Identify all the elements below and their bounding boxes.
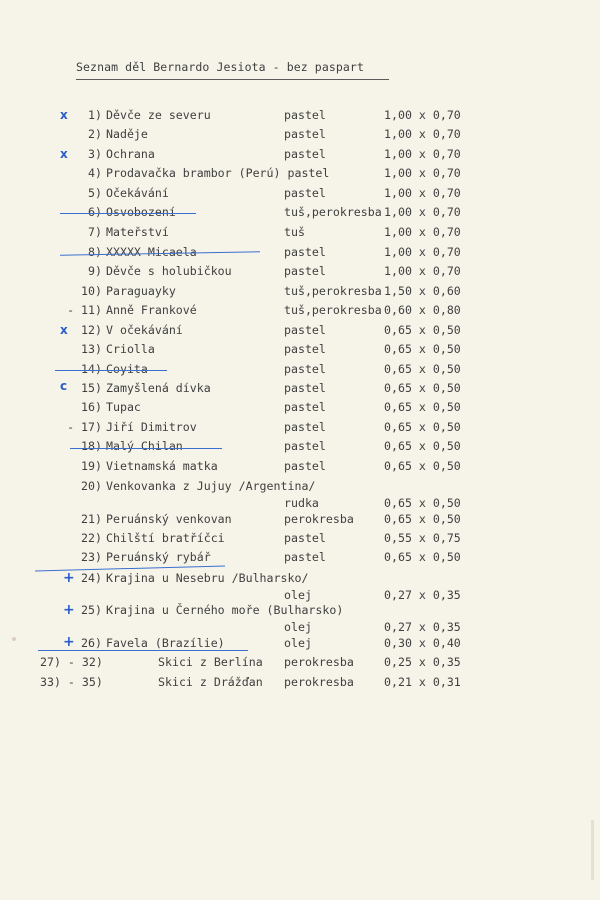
- item-technique: olej: [284, 620, 312, 634]
- list-item: [0, 381, 600, 401]
- item-dimensions: 0,65 x 0,50: [384, 400, 461, 414]
- list-item: [0, 147, 600, 167]
- item-number: 33) - 35): [40, 675, 103, 689]
- item-title: Malý Chilan: [106, 439, 183, 453]
- item-technique: pastel: [284, 342, 326, 356]
- item-dimensions: 0,55 x 0,75: [384, 531, 461, 545]
- item-title: Krajina u Černého moře (Bulharsko): [106, 603, 344, 617]
- item-technique: pastel: [284, 362, 326, 376]
- item-technique: tuš,perokresba: [284, 205, 382, 219]
- list-item: [0, 225, 600, 245]
- item-number: 10): [81, 284, 102, 298]
- strikethrough-line: [38, 650, 248, 651]
- item-dimensions: 0,65 x 0,50: [384, 420, 461, 434]
- item-technique: perokresba: [284, 675, 354, 689]
- item-title: V očekávání: [106, 323, 183, 337]
- item-technique: rudka: [284, 496, 319, 510]
- list-item: [0, 420, 600, 440]
- item-technique: pastel: [284, 186, 326, 200]
- item-title: Coyita: [106, 362, 148, 376]
- list-item: [0, 675, 600, 695]
- item-dimensions: 0,65 x 0,50: [384, 342, 461, 356]
- item-number: 16): [81, 400, 102, 414]
- item-dimensions: 0,65 x 0,50: [384, 512, 461, 526]
- item-title: Krajina u Nesebru /Bulharsko/: [106, 571, 309, 585]
- item-dimensions: 0,25 x 0,35: [384, 655, 461, 669]
- list-item: [0, 342, 600, 362]
- item-technique: olej: [284, 636, 312, 650]
- item-number: 18): [81, 439, 102, 453]
- strikethrough-line: [70, 448, 222, 449]
- item-dimensions: 0,65 x 0,50: [384, 496, 461, 510]
- item-number: 3): [88, 147, 102, 161]
- item-title: XXXXX Micaela: [106, 245, 197, 259]
- item-number: 27) - 32): [40, 655, 103, 669]
- item-technique: pastel: [284, 108, 326, 122]
- list-item: [0, 571, 600, 607]
- item-technique: pastel: [284, 400, 326, 414]
- item-technique: pastel: [284, 147, 326, 161]
- item-title: Chilští bratříčci: [106, 531, 225, 545]
- handwritten-plus-mark: +: [63, 602, 75, 618]
- item-number: - 11): [67, 303, 102, 317]
- item-title: Anně Frankové: [106, 303, 197, 317]
- item-title: Ochrana: [106, 147, 155, 161]
- list-item: [0, 531, 600, 551]
- item-technique: pastel: [284, 323, 326, 337]
- handwritten-x-mark: x: [60, 108, 68, 122]
- item-number: 26): [81, 636, 102, 650]
- item-dimensions: 0,30 x 0,40: [384, 636, 461, 650]
- handwritten-x-mark: x: [60, 147, 68, 161]
- item-title: Venkovanka z Jujuy /Argentina/: [106, 479, 316, 493]
- item-technique: pastel: [284, 245, 326, 259]
- item-title: Peruánský rybář: [106, 550, 211, 564]
- list-item: [0, 362, 600, 382]
- item-title: Criolla: [106, 342, 155, 356]
- item-number: 9): [88, 264, 102, 278]
- item-title: Očekávání: [106, 186, 169, 200]
- list-item: [0, 603, 600, 639]
- item-number: 4): [88, 166, 102, 180]
- handwritten-x-mark: x: [60, 323, 68, 337]
- item-technique: olej: [284, 588, 312, 602]
- handwritten-plus-mark: +: [63, 570, 75, 586]
- item-technique: tuš: [284, 225, 305, 239]
- item-number: 12): [81, 323, 102, 337]
- strikethrough-line: [55, 370, 167, 371]
- list-item: [0, 636, 600, 656]
- list-item: [0, 303, 600, 323]
- list-item: [0, 205, 600, 225]
- item-dimensions: 0,65 x 0,50: [384, 439, 461, 453]
- item-number: 24): [81, 571, 102, 585]
- item-number: 8): [88, 245, 102, 259]
- item-technique: pastel: [284, 550, 326, 564]
- item-number: 21): [81, 512, 102, 526]
- list-item: [0, 550, 600, 570]
- item-dimensions: 0,65 x 0,50: [384, 459, 461, 473]
- list-item: [0, 323, 600, 343]
- item-dimensions: 1,00 x 0,70: [384, 205, 461, 219]
- item-title: Prodavačka brambor (Perú) pastel: [106, 166, 330, 180]
- item-title: Vietnamská matka: [106, 459, 218, 473]
- item-title: Peruánský venkovan: [106, 512, 232, 526]
- list-item: [0, 400, 600, 420]
- item-title: Zamyšlená dívka: [106, 381, 211, 395]
- item-dimensions: 1,00 x 0,70: [384, 147, 461, 161]
- item-technique: tuš,perokresba: [284, 303, 382, 317]
- list-item: [0, 127, 600, 147]
- item-dimensions: 0,65 x 0,50: [384, 362, 461, 376]
- item-dimensions: 1,00 x 0,70: [384, 108, 461, 122]
- item-dimensions: 0,60 x 0,80: [384, 303, 461, 317]
- item-technique: pastel: [284, 381, 326, 395]
- item-number: - 17): [67, 420, 102, 434]
- item-dimensions: 1,00 x 0,70: [384, 127, 461, 141]
- item-dimensions: 0,21 x 0,31: [384, 675, 461, 689]
- item-title: Paraguayky: [106, 284, 176, 298]
- item-title: Skici z Drážďan: [158, 675, 263, 689]
- item-dimensions: 1,00 x 0,70: [384, 264, 461, 278]
- strikethrough-line: [60, 213, 196, 214]
- item-number: 5): [88, 186, 102, 200]
- item-dimensions: 1,00 x 0,70: [384, 186, 461, 200]
- item-dimensions: 0,65 x 0,50: [384, 323, 461, 337]
- paper-spot: [12, 637, 16, 641]
- item-number: 25): [81, 603, 102, 617]
- item-dimensions: 1,00 x 0,70: [384, 245, 461, 259]
- item-dimensions: 0,27 x 0,35: [384, 588, 461, 602]
- item-number: 23): [81, 550, 102, 564]
- item-dimensions: 1,00 x 0,70: [384, 166, 461, 180]
- item-number: 15): [81, 381, 102, 395]
- item-title: Skici z Berlína: [158, 655, 263, 669]
- item-title: Jiří Dimitrov: [106, 420, 197, 434]
- item-dimensions: 0,27 x 0,35: [384, 620, 461, 634]
- item-technique: perokresba: [284, 655, 354, 669]
- item-technique: pastel: [284, 459, 326, 473]
- item-title: Osvobození: [106, 205, 176, 219]
- item-dimensions: 1,00 x 0,70: [384, 225, 461, 239]
- item-dimensions: 1,50 x 0,60: [384, 284, 461, 298]
- item-title: Děvče ze severu: [106, 108, 211, 122]
- list-item: [0, 108, 600, 128]
- item-technique: pastel: [284, 264, 326, 278]
- list-item: [0, 479, 600, 515]
- list-item: [0, 284, 600, 304]
- item-dimensions: 0,65 x 0,50: [384, 550, 461, 564]
- item-technique: pastel: [284, 420, 326, 434]
- document-title: Seznam děl Bernardo Jesiota - bez paspart: [76, 60, 364, 74]
- list-item: [0, 186, 600, 206]
- list-item: [0, 459, 600, 479]
- list-item: [0, 512, 600, 532]
- item-title: Favela (Brazílie): [106, 636, 225, 650]
- list-item: [0, 655, 600, 675]
- item-title: Tupac: [106, 400, 141, 414]
- handwritten-plus-mark: +: [63, 634, 75, 650]
- handwritten-c-mark: c: [60, 379, 68, 393]
- list-item: [0, 264, 600, 284]
- item-technique: pastel: [284, 127, 326, 141]
- item-technique: perokresba: [284, 512, 354, 526]
- item-technique: tuš,perokresba: [284, 284, 382, 298]
- item-number: 20): [81, 479, 102, 493]
- item-title: Naděje: [106, 127, 148, 141]
- list-item: [0, 439, 600, 459]
- item-technique: pastel: [284, 439, 326, 453]
- item-dimensions: 0,65 x 0,50: [384, 381, 461, 395]
- item-number: 1): [88, 108, 102, 122]
- item-number: 6): [88, 205, 102, 219]
- item-number: 14): [81, 362, 102, 376]
- item-title: Mateřství: [106, 225, 169, 239]
- item-number: 7): [88, 225, 102, 239]
- item-number: 2): [88, 127, 102, 141]
- item-title: Děvče s holubičkou: [106, 264, 232, 278]
- list-item: [0, 166, 600, 186]
- item-number: 22): [81, 531, 102, 545]
- item-technique: pastel: [284, 531, 326, 545]
- item-number: 19): [81, 459, 102, 473]
- paper-edge: [591, 820, 594, 880]
- item-number: 13): [81, 342, 102, 356]
